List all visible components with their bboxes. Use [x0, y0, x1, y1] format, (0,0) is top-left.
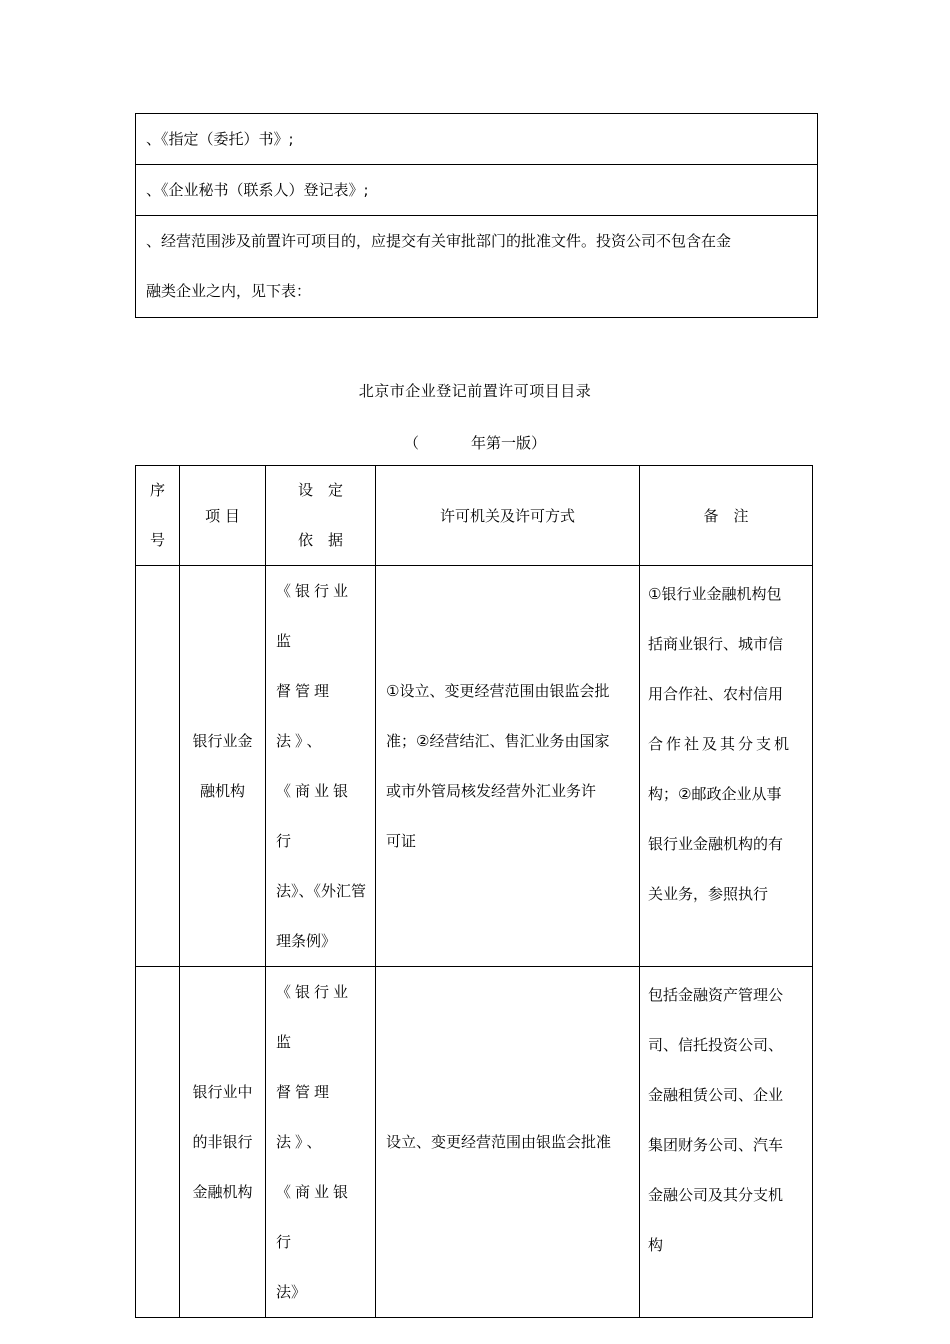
header-basis: 设 定 依 据: [266, 466, 376, 566]
table-header-row: [136, 466, 813, 566]
header-authority: 许可机关及许可方式: [376, 466, 640, 566]
requirement-row: [136, 216, 817, 317]
edition-subtitle: [0, 432, 950, 453]
row-item: 银行业中 的非银行 金融机构: [180, 967, 266, 1318]
table-row: [136, 967, 813, 1318]
header-index: 序 号: [136, 466, 180, 566]
row-notes: 包括金融资产管理公 司、信托投资公司、 金融租赁公司、企业 集团财务公司、汽车 金融公司及其分支机 构: [640, 967, 813, 1318]
header-notes: 备 注: [640, 466, 813, 566]
requirement-row: [136, 114, 817, 165]
row-index: [136, 566, 180, 967]
row-basis: 《银行业监 督管理法》、 《商业银行 法》: [266, 967, 376, 1318]
table-row: [136, 566, 813, 967]
requirement-row: [136, 165, 817, 216]
header-item: 项 目: [180, 466, 266, 566]
row-notes: ①银行业金融机构包 括商业银行、城市信 用合作社、农村信用 合作社及其分支机 构；②邮政企业从事 银行业金融机构的有 关业务，参照执行: [640, 566, 813, 967]
requirement-text: 、《指定（委托）书》;: [146, 130, 294, 148]
row-index: [136, 967, 180, 1318]
row-authority: 设立、变更经营范围由银监会批准: [376, 967, 640, 1318]
edition-paren: （: [403, 434, 419, 452]
row-item: 银行业金 融机构: [180, 566, 266, 967]
row-basis: 《银行业监 督管理法》、 《商业银行 法》、《外汇管 理条例》: [266, 566, 376, 967]
requirements-box: [135, 113, 818, 318]
permit-table: [135, 465, 813, 1318]
edition-text: 年第一版）: [471, 434, 547, 452]
requirement-text: 融类企业之内，见下表：: [146, 282, 312, 300]
requirement-text: 、《企业秘书（联系人）登记表》;: [146, 181, 369, 199]
row-authority: ①设立、变更经营范围由银监会批 准；②经营结汇、售汇业务由国家 或市外管局核发经营外汇业务许 可证: [376, 566, 640, 967]
requirement-text: 、经营范围涉及前置许可项目的，应提交有关审批部门的批准文件。投资公司不包含在金: [146, 232, 732, 250]
page-title: 北京市企业登记前置许可项目目录: [358, 382, 592, 400]
